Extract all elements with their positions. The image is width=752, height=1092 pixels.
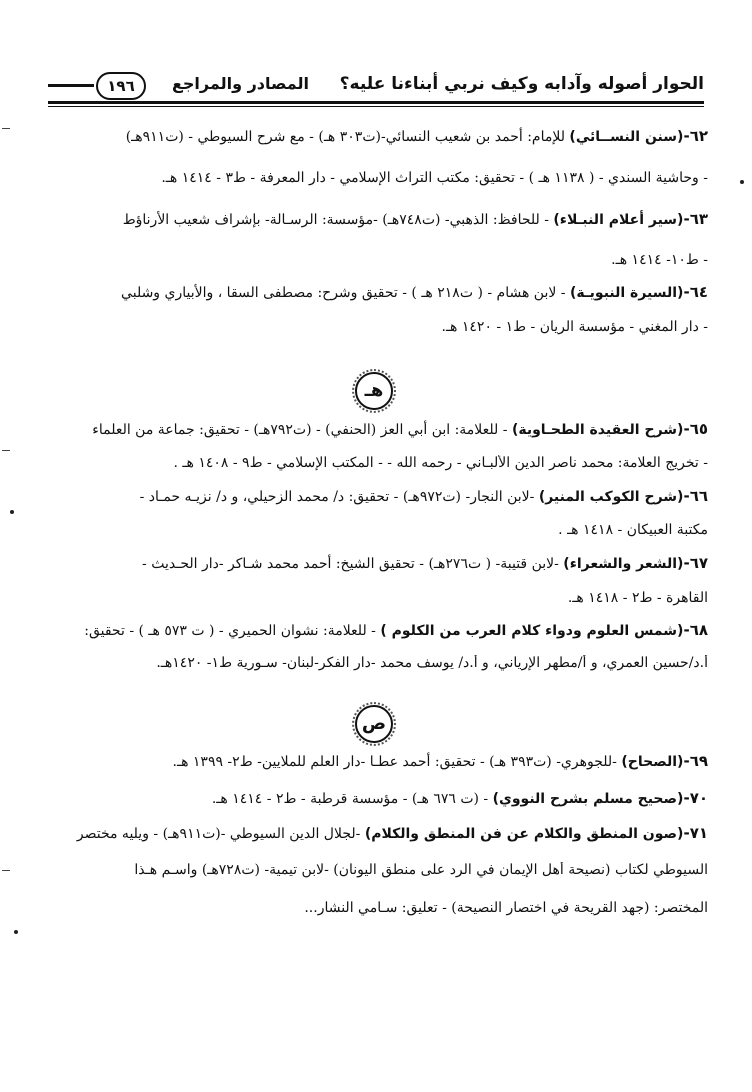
entry-68-line-1: ٦٨-(شمس العلوم ودواء كلام العرب من الكلوم ) - للعلامة: نشوان الحميري - ( ت ٥٧٣ هـ ) - تحقيق: <box>84 621 708 639</box>
entry-71-line-2: السيوطي لكتاب (نصيحة أهل الإيمان في الرد على منطق اليونان) -لابن تيمية- (ت٧٢٨هـ) واسـم هـذا <box>134 862 708 878</box>
entry-65-line-2: - تخريج العلامة: محمد ناصر الدين الألبـاني - رحمه الله - - المكتب الإسلامي - ط٩ - ١٤٠٨ هـ . <box>173 455 708 471</box>
entry-62-line-2: - وحاشية السندي - ( ١١٣٨ هـ ) - تحقيق: مكتب التراث الإسلامي - دار المعرفة - ط٣ - ١٤١٤ هـ. <box>161 170 708 186</box>
section-title: المصادر والمراجع <box>171 74 309 93</box>
scan-margin-tick <box>2 128 10 129</box>
entry-65-line-1: ٦٥-(شرح العقيدة الطحـاوية) - للعلامة: ابن أبي العز (الحنفي) - (ت٧٩٢هـ) - تحقيق: جماعة من العلماء <box>92 420 708 438</box>
scan-margin-tick <box>2 450 10 451</box>
entry-71-line-1: ٧١-(صون المنطق والكلام عن فن المنطق والكلام) -لجلال الدين السيوطي -(ت٩١١هـ) - ويليه مختصر <box>76 824 708 842</box>
entry-66-line-2: مكتبة العبيكان - ١٤١٨ هـ . <box>558 522 708 538</box>
scan-margin-dot <box>14 930 18 934</box>
entry-69-line-1: ٦٩-(الصحاح) -للجوهري- (ت٣٩٣ هـ) - تحقيق: أحمد عطـا -دار العلم للملايين- ط٢- ١٣٩٩ هـ. <box>172 752 708 770</box>
page-header <box>48 70 704 110</box>
entry-64-line-1: ٦٤-(السيرة النبويـة) - لابن هشام - ( ت٢١٨ هـ ) - تحقيق وشرح: مصطفى السقا ، والأبياري وشلبي <box>121 283 708 301</box>
header-dash <box>48 84 94 87</box>
entry-70-line-1: ٧٠-(صحيح مسلم بشرح النووي) - (ت ٦٧٦ هـ) - مؤسسة قرطبة - ط٢ - ١٤١٤ هـ. <box>211 789 708 807</box>
header-rule <box>48 101 704 104</box>
entry-67-line-1: ٦٧-(الشعر والشعراء) -لابن قتيبة- ( ت٢٧٦هـ) - تحقيق الشيخ: أحمد محمد شـاكر -دار الحـديث - <box>142 554 708 572</box>
entry-67-line-2: القاهرة - ط٢ - ١٤١٨ هـ. <box>567 590 708 606</box>
entry-68-line-2: أ.د/حسين العمري، و أ/مطهر الإرياني، و أ.د/ يوسف محمد -دار الفكر-لبنان- سـورية ط١- ١٤٢٠هـ. <box>156 655 708 671</box>
entry-62-line-1: ٦٢-(سنن النســائي) للإمام: أحمد بن شعيب النسائي-(ت٣٠٣ هـ) - مع شرح السيوطي - (ت٩١١هـ) <box>125 127 708 145</box>
entry-63-line-2: - ط١٠- ١٤١٤ هـ. <box>611 252 708 268</box>
scan-margin-tick <box>2 870 10 871</box>
letter-sad-badge: ص <box>355 705 393 743</box>
letter-ha-badge: هـ <box>355 372 393 410</box>
entry-64-line-2: - دار المغني - مؤسسة الريان - ط١ - ١٤٢٠ هـ. <box>441 319 708 335</box>
page-number: ١٩٦ <box>96 72 146 100</box>
entry-71-line-3: المختصر: (جهد القريحة في اختصار النصيحة) - تعليق: سـامي النشار... <box>304 900 708 916</box>
scan-margin-dot <box>740 180 744 184</box>
book-title: الحوار أصوله وآدابه وكيف نربي أبناءنا عليه؟ <box>339 74 704 94</box>
scan-margin-dot <box>10 510 14 514</box>
entry-66-line-1: ٦٦-(شرح الكوكب المنير) -لابن النجار- (ت٩٧٢هـ) - تحقيق: د/ محمد الزحيلي، و د/ نزيـه حمـاد - <box>139 487 708 505</box>
header-rule-thin <box>48 106 704 107</box>
entry-63-line-1: ٦٣-(سير أعلام النبـلاء) - للحافظ: الذهبي- (ت٧٤٨هـ) -مؤسسة: الرسـالة- بإشراف شعيب الأرناؤط <box>122 210 708 228</box>
